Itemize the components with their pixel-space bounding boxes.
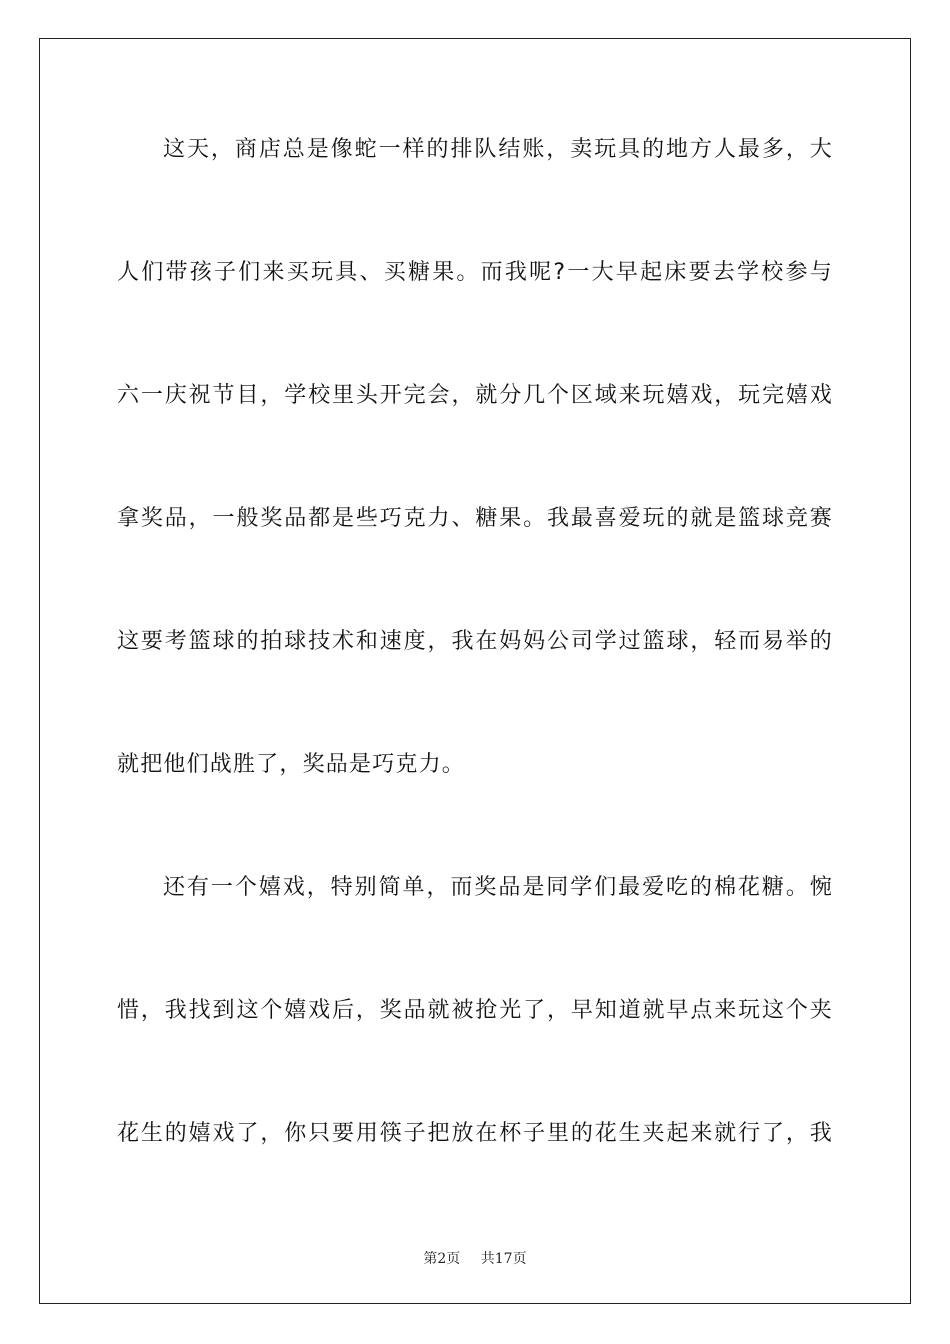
paragraph-1-line-3: 六一庆祝节目，学校里头开完会，就分几个区域来玩嬉戏，玩完嬉戏 [117, 383, 833, 408]
paragraph-1-line-5: 这要考篮球的拍球技术和速度，我在妈妈公司学过篮球，轻而易举的 [117, 629, 833, 654]
paragraph-2-line-2: 惜，我找到这个嬉戏后，奖品就被抢光了，早知道就早点来玩这个夹 [117, 998, 833, 1023]
page-number: 第2页 [423, 1251, 461, 1267]
page-footer [0, 1248, 950, 1268]
page-total: 共17页 [480, 1251, 527, 1267]
paragraph-1-line-4: 拿奖品，一般奖品都是些巧克力、糖果。我最喜爱玩的就是篮球竞赛 [117, 506, 833, 531]
paragraph-2-line-1: 还有一个嬉戏，特别简单，而奖品是同学们最爱吃的棉花糖。惋 [163, 875, 833, 900]
paragraph-1-line-1: 这天，商店总是像蛇一样的排队结账，卖玩具的地方人最多，大 [163, 137, 833, 162]
paragraph-1-line-2: 人们带孩子们来买玩具、买糖果。而我呢?一大早起床要去学校参与 [117, 260, 833, 285]
paragraph-2-line-3: 花生的嬉戏了，你只要用筷子把放在杯子里的花生夹起来就行了，我 [117, 1121, 833, 1146]
paragraph-1-line-6: 就把他们战胜了，奖品是巧克力。 [117, 752, 466, 777]
